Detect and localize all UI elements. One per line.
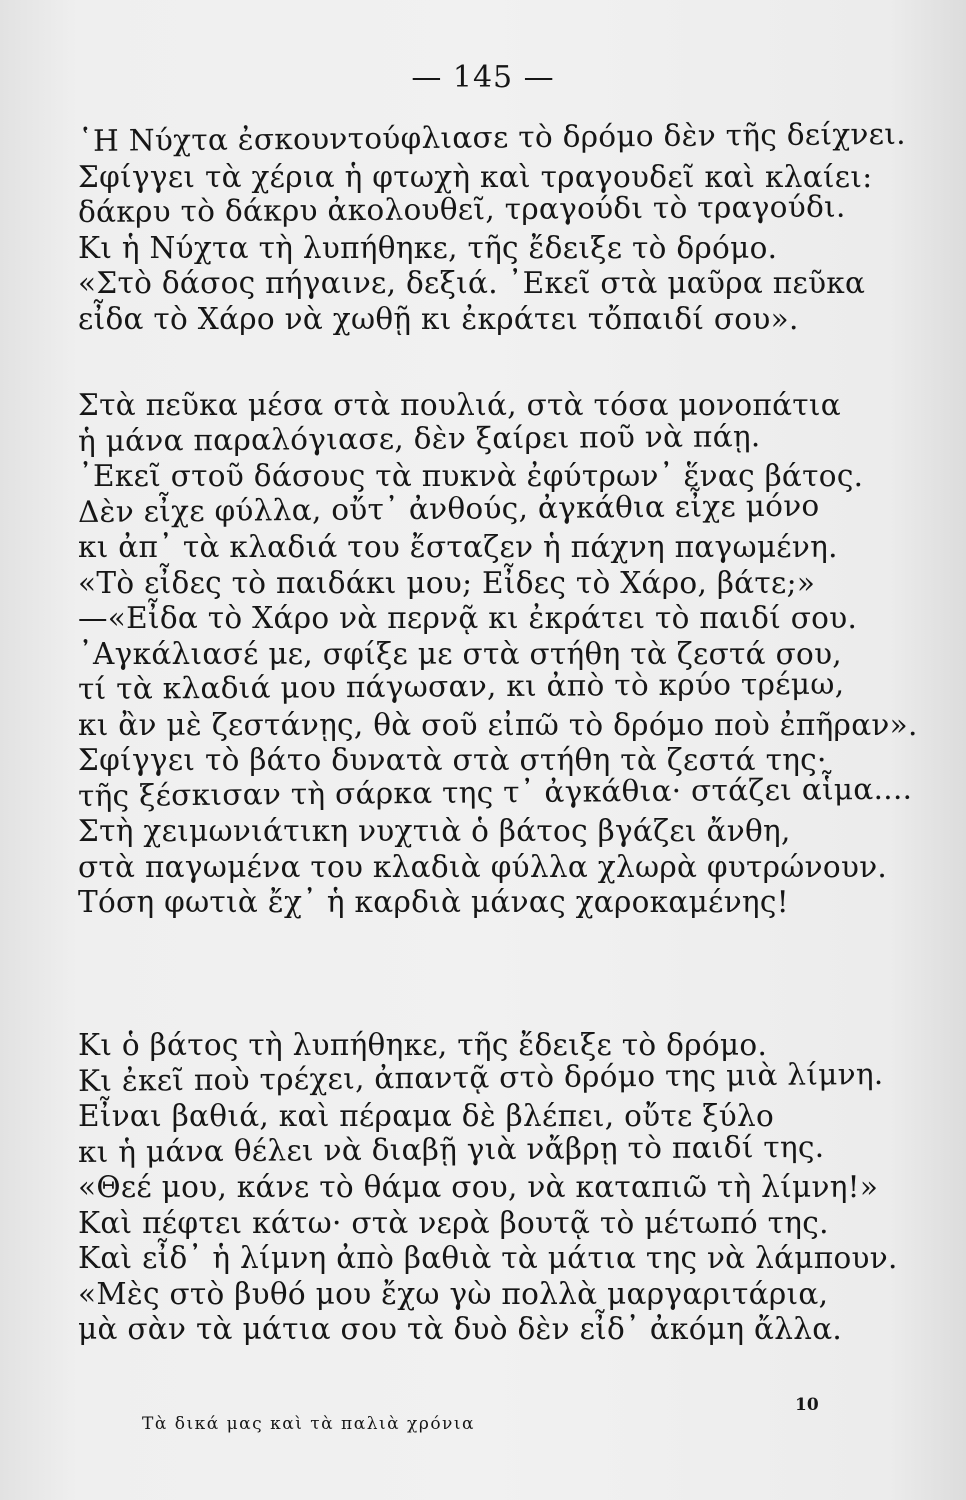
verse-line: δάκρυ τὸ δάκρυ ἀκολουθεῖ, τραγούδι τὸ τραγούδι. [77,189,846,229]
stanza-3 [78,1028,918,1348]
stanza-1 [77,116,918,337]
verse-line: «Θεέ μου, κάνε τὸ θάμα σου, νὰ καταπιῶ τὴ λίμνη!» [78,1170,879,1204]
page-number: — 145 — [411,60,555,95]
verse-line: κι ἀπ᾿ τὰ κλαδιά του ἔσταζεν ἡ πάχνη παγωμένη. [78,530,838,564]
verse-line: Τόση φωτιὰ ἔχ᾿ ἡ καρδιὰ μάνας χαροκαμένης! [78,885,789,919]
verse-line: ῾Η Νύχτα ἐσκουντούφλιασε τὸ δρόμο δὲν τῆς δείχνει. [77,116,906,158]
verse-line: Σφίγγει τὰ χέρια ἡ φτωχὴ καὶ τραγουδεῖ καὶ κλαίει: [78,159,873,194]
signature-mark: 10 [795,1395,819,1415]
verse-line: τῆς ξέσκισαν τὴ σάρκα της τ᾿ ἀγκάθια· στάζει αἷμα.... [77,771,913,813]
verse-line: «Στὸ δάσος πήγαινε, δεξιά. ᾿Εκεῖ στὰ μαῦρα πεῦκα [78,266,866,300]
verse-line: μὰ σὰν τὰ μάτια σου τὰ δυὸ δὲν εἶδ᾿ ἀκόμη ἄλλα. [78,1312,843,1346]
verse-line: Κι ἡ Νύχτα τὴ λυπήθηκε, τῆς ἔδειξε τὸ δρόμο. [78,230,778,265]
verse-line: κι ἂν μὲ ζεστάνῃς, θὰ σοῦ εἰπῶ τὸ δρόμο ποὺ ἐπῆραν». [78,707,918,742]
verse-line: —«Εἶδα τὸ Χάρο νὰ περνᾷ κι ἐκράτει τὸ παιδί σου. [78,601,858,635]
verse-line: εἶδα τὸ Χάρο νὰ χωθῇ κι ἐκράτει τὄπαιδί σου». [78,301,799,336]
verse-line: ἡ μάνα παραλόγιασε, δὲν ξαίρει ποῦ νὰ πάῃ. [77,418,761,458]
verse-line: Κι ἐκεῖ ποὺ τρέχει, ἀπαντᾷ στὸ δρόμο της μιὰ λίμνη. [77,1056,884,1098]
verse-line: Καὶ εἶδ᾿ ἡ λίμνη ἀπὸ βαθιὰ τὰ μάτια της νὰ λάμπουν. [78,1241,898,1275]
verse-line: Στὰ πεῦκα μέσα στὰ πουλιά, στὰ τόσα μονοπάτια [78,388,841,422]
verse-line: ᾿Εκεῖ στοῦ δάσους τὰ πυκνὰ ἐφύτρων᾿ ἕνας βάτος. [78,459,864,493]
verse-line: «Τὸ εἶδες τὸ παιδάκι μου; Εἶδες τὸ Χάρο, βάτε;» [78,565,816,600]
stanza-2 [78,388,918,921]
verse-line: στὰ παγωμένα του κλαδιὰ φύλλα χλωρὰ φυτρώνουν. [78,849,888,884]
verse-line: «Μὲς στὸ βυθό μου ἔχω γὼ πολλὰ μαργαριτάρια, [78,1276,829,1311]
verse-line: Εἶναι βαθιά, καὶ πέραμα δὲ βλέπει, οὔτε ξύλο [78,1099,775,1133]
verse-line: τί τὰ κλαδιά μου πάγωσαν, κι ἀπὸ τὸ κρύο τρέμω, [77,666,845,706]
verse-line: Καὶ πέφτει κάτω· στὰ νερὰ βουτᾷ τὸ μέτωπό της. [78,1205,829,1240]
verse-line: Σφίγγει τὸ βάτο δυνατὰ στὰ στήθη τὰ ζεστά της· [78,743,827,777]
verse-line: Δὲν εἶχε φύλλα, οὔτ᾿ ἀνθούς, ἀγκάθια εἶχε μόνο [77,488,820,529]
verse-line: ᾿Αγκάλιασέ με, σφίξε με στὰ στήθη τὰ ζεστά σου, [78,636,842,671]
verse-line: κι ἡ μάνα θέλει νὰ διαβῇ γιὰ νἄβρῃ τὸ παιδί της. [77,1129,825,1169]
verse-line: Κι ὁ βάτος τὴ λυπήθηκε, τῆς ἔδειξε τὸ δρόμο. [78,1028,768,1062]
running-title: Τὰ δικά μας καὶ τὰ παλιὰ χρόνια [142,1414,476,1434]
verse-line: Στὴ χειμωνιάτικη νυχτιὰ ὁ βάτος βγάζει ἄνθη, [78,814,791,848]
